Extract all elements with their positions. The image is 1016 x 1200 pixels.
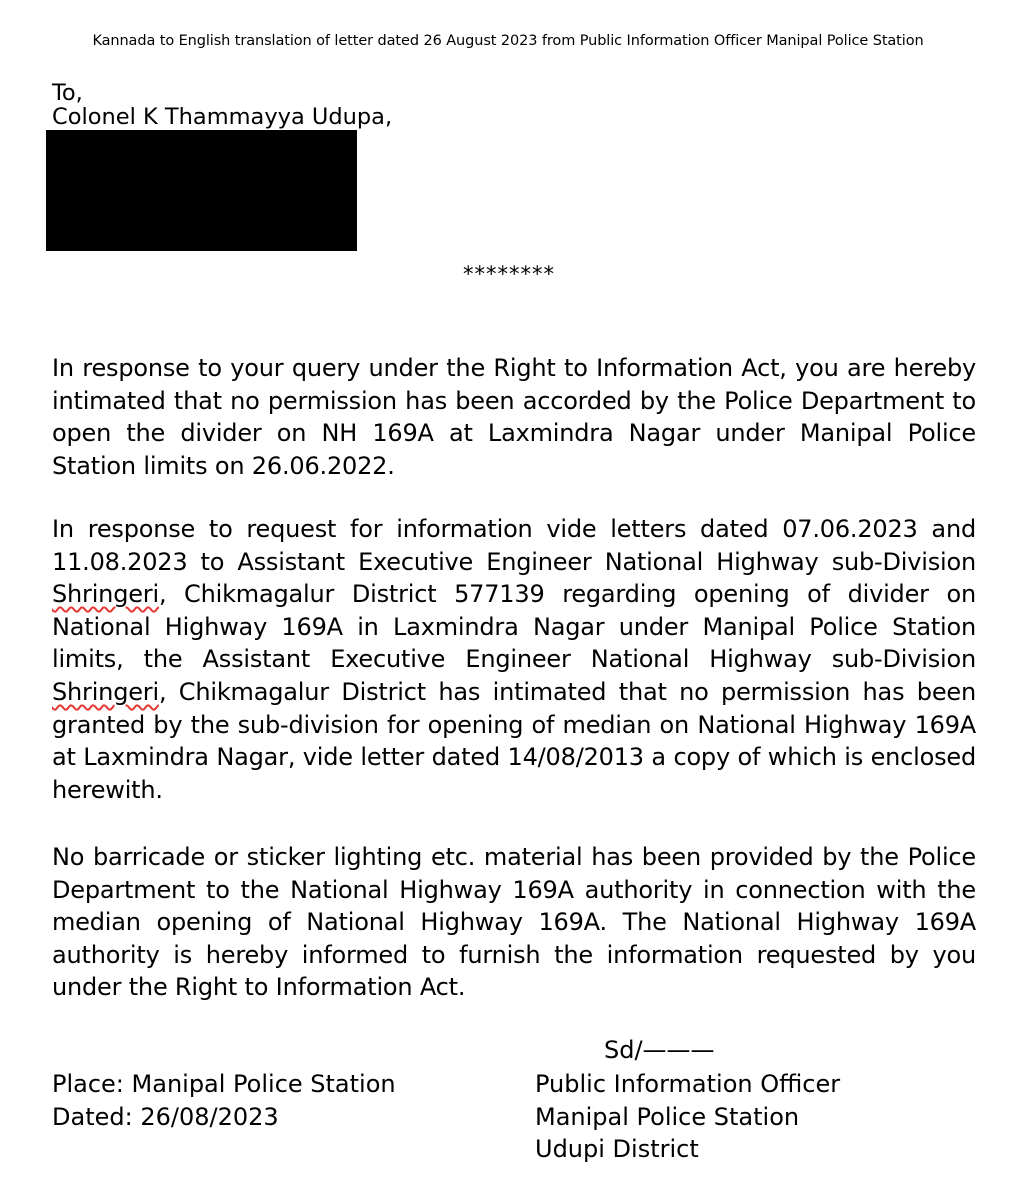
signatory-station: Manipal Police Station bbox=[535, 1102, 800, 1131]
signatory-district: Udupi District bbox=[535, 1135, 699, 1163]
signatory-title: Public Information Officer bbox=[535, 1070, 841, 1098]
paragraph-text: , Chikmagalur District 577139 regarding opening of divider on National Highway 169A in Laxmindra Nagar under Manipal Police Station limits, the Assistant Executive Engineer National Highway sub-Division bbox=[52, 580, 976, 674]
place-and-date bbox=[52, 1068, 396, 1133]
redacted-address-block bbox=[46, 130, 357, 251]
separator-stars: ******** bbox=[463, 262, 555, 286]
address-to: To, bbox=[52, 80, 83, 106]
paragraph-no-barricade: No barricade or sticker lighting etc. material has been provided by the Police Department to the National Highway 169A authority in connection with the median opening of National Highway 169A. The National Highway 169A authority is hereby informed to furnish the information requested by you under the Right to Information Act. bbox=[52, 843, 976, 1002]
misspelled-word: Shringeri bbox=[52, 677, 159, 706]
translation-header: Kannada to English translation of letter dated 26 August 2023 from Public Information Officer Manipal Police Station bbox=[92, 33, 924, 49]
signature-mark: Sd/——— bbox=[604, 1036, 715, 1064]
paragraph-rti-response: In response to your query under the Right to Information Act, you are hereby intimated that no permission has been accorded by the Police Department to open the divider on NH 169A at Laxmindra Nagar under Manipal Police Station limits on 26.06.2022. bbox=[52, 354, 976, 480]
misspelled-word: Shringeri bbox=[52, 580, 159, 609]
paragraph-nh-request bbox=[52, 513, 976, 806]
signatory-block bbox=[535, 1068, 840, 1166]
date-line: Dated: 26/08/2023 bbox=[52, 1102, 279, 1131]
place-line: Place: Manipal Police Station bbox=[52, 1070, 396, 1098]
recipient-name: Colonel K Thammayya Udupa, bbox=[52, 104, 393, 130]
paragraph-text: In response to request for information vide letters dated 07.06.2023 and 11.08.2023 to Assistant Executive Engineer National Highway sub-Division bbox=[52, 515, 976, 576]
paragraph-text: , Chikmagalur District has intimated that no permission has been granted by the sub-division for opening of median on National Highway 169A at Laxmindra Nagar, vide letter dated 14/08/2013 a copy of which is enclosed herewith. bbox=[52, 677, 976, 804]
